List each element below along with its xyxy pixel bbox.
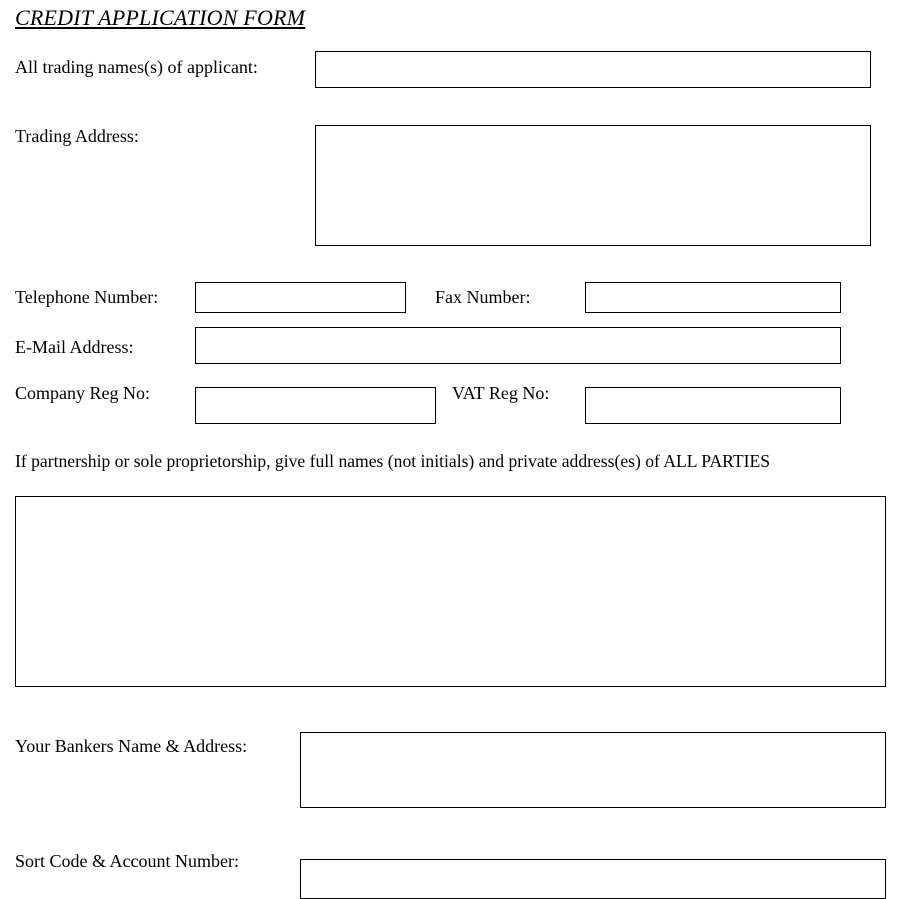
- vat-reg-label: VAT Reg No:: [452, 383, 550, 403]
- partnership-parties-field[interactable]: [15, 496, 886, 687]
- sort-code-field[interactable]: [300, 859, 886, 899]
- telephone-label: Telephone Number:: [15, 287, 159, 307]
- fax-field[interactable]: [585, 282, 841, 313]
- partnership-label: If partnership or sole proprietorship, give full names (not initials) and private address(es) of ALL PARTIES: [15, 451, 770, 471]
- trading-address-field[interactable]: [315, 125, 871, 246]
- bankers-field[interactable]: [300, 732, 886, 808]
- trading-address-label: Trading Address:: [15, 126, 139, 146]
- trading-names-label: All trading names(s) of applicant:: [15, 57, 258, 77]
- trading-names-field[interactable]: [315, 51, 871, 88]
- email-field[interactable]: [195, 327, 841, 364]
- company-reg-label: Company Reg No:: [15, 383, 150, 403]
- fax-label: Fax Number:: [435, 287, 531, 307]
- bankers-label: Your Bankers Name & Address:: [15, 736, 248, 756]
- form-title: CREDIT APPLICATION FORM: [15, 5, 306, 30]
- company-reg-field[interactable]: [195, 387, 436, 424]
- sort-code-label: Sort Code & Account Number:: [15, 851, 239, 871]
- email-label: E-Mail Address:: [15, 337, 134, 357]
- telephone-field[interactable]: [195, 282, 406, 313]
- vat-reg-field[interactable]: [585, 387, 841, 424]
